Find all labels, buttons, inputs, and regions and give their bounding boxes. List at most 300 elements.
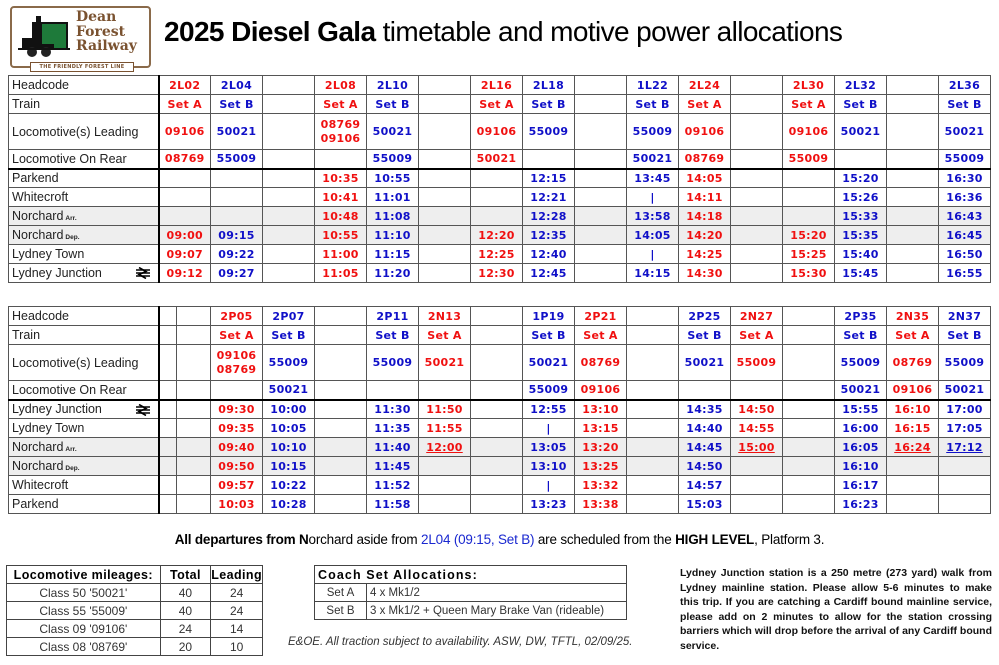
row-label: Norchard Arr. (9, 207, 159, 226)
timetable-cell (887, 188, 939, 207)
timetable-cell (419, 245, 471, 264)
timetable-cell (731, 381, 783, 400)
timetable-cell: 55009 (939, 150, 991, 169)
row-label: Locomotive(s) Leading (9, 114, 159, 150)
timetable-cell (159, 188, 211, 207)
timetable-cell: Set B (679, 326, 731, 345)
timetable-cell: | (627, 245, 679, 264)
disclaimer: E&OE. All traction subject to availability. ASW, DW, TFTL, 02/09/25. (288, 636, 633, 648)
timetable-cell (835, 150, 887, 169)
mileages-header: Locomotive mileages: (7, 566, 161, 584)
timetable-cell (783, 419, 835, 438)
row-label: Locomotive On Rear (9, 381, 159, 400)
lydney-town-row (9, 245, 991, 264)
timetable-cell: 50021 (627, 150, 679, 169)
timetable-cell: 55009 (367, 345, 419, 381)
timetable-cell (315, 345, 367, 381)
timetable-cell (887, 495, 939, 514)
timetable-cell: 15:03 (679, 495, 731, 514)
timetable-cell: 10:28 (263, 495, 315, 514)
timetable-cell (471, 457, 523, 476)
timetable-cell: 16:10 (887, 400, 939, 419)
timetable-cell: 2N35 (887, 307, 939, 326)
timetable-cell: 08769 (159, 150, 211, 169)
timetable-cell (263, 169, 315, 188)
timetable-cell (159, 457, 177, 476)
timetable-cell (679, 381, 731, 400)
row-label: Locomotive On Rear (9, 150, 159, 169)
timetable-cell: 09106 (887, 381, 939, 400)
timetable-cell: 55009 (783, 150, 835, 169)
timetable-cell: | (523, 419, 575, 438)
timetable-cell (419, 207, 471, 226)
timetable-cell: 13:38 (575, 495, 627, 514)
timetable-cell: 09106 (575, 381, 627, 400)
timetable-cell (575, 264, 627, 283)
timetable-cell: 09106 (159, 114, 211, 150)
timetable-cell (887, 114, 939, 150)
timetable-cell (887, 457, 939, 476)
timetable-cell (315, 381, 367, 400)
timetable-cell (211, 207, 263, 226)
timetable-cell: 09:15 (211, 226, 263, 245)
timetable-cell: Set B (211, 95, 263, 114)
timetable-cell: Set A (783, 95, 835, 114)
timetable-cell: 55009 (367, 150, 419, 169)
timetable-cell: 17:00 (939, 400, 991, 419)
timetable-cell: 16:15 (887, 419, 939, 438)
timetable-cell: 16:00 (835, 419, 887, 438)
timetable-cell (419, 150, 471, 169)
timetable-cell: 16:05 (835, 438, 887, 457)
timetable-cell (159, 495, 177, 514)
notice-highlight-train: 2L04 (09:15, Set B) (421, 532, 535, 547)
row-label: Lydney Town (9, 245, 159, 264)
timetable-cell: 50021 (835, 381, 887, 400)
timetable-cell: 55009 (211, 150, 263, 169)
timetable-cell: Set B (523, 95, 575, 114)
row-label: Parkend (9, 169, 159, 188)
timetable-cell: | (627, 188, 679, 207)
timetable-cell: 55009 (835, 345, 887, 381)
timetable-cell: 2L32 (835, 76, 887, 95)
timetable-cell: 14:25 (679, 245, 731, 264)
timetable-cell: 10:48 (315, 207, 367, 226)
timetable-cell (159, 419, 177, 438)
timetable-cell: | (523, 476, 575, 495)
timetable-cell (783, 495, 835, 514)
timetable-cell (177, 419, 211, 438)
timetable-cell (315, 150, 367, 169)
timetable-cell (263, 188, 315, 207)
timetable-cell (783, 400, 835, 419)
timetable-cell: 14:05 (679, 169, 731, 188)
timetable-cell: 2L18 (523, 76, 575, 95)
row-label: Whitecroft (9, 188, 159, 207)
timetable-cell (419, 457, 471, 476)
timetable-cell: 2L30 (783, 76, 835, 95)
timetable-cell (315, 419, 367, 438)
timetable-cell: 55009 (523, 114, 575, 150)
timetable-cell: 15:26 (835, 188, 887, 207)
timetable-cell: 2P35 (835, 307, 887, 326)
row-label: Train (9, 326, 159, 345)
timetable-cell (471, 169, 523, 188)
timetable-cell: 14:20 (679, 226, 731, 245)
timetable-cell (575, 169, 627, 188)
timetable-cell: 10:15 (263, 457, 315, 476)
timetable-cell (419, 188, 471, 207)
timetable-cell: 09106 (783, 114, 835, 150)
timetable-cell: 2N13 (419, 307, 471, 326)
timetable-cell: 11:35 (367, 419, 419, 438)
timetable-cell: 15:25 (783, 245, 835, 264)
timetable-cell: 11:52 (367, 476, 419, 495)
timetable-cell: 09:12 (159, 264, 211, 283)
timetable-cell: 11:45 (367, 457, 419, 476)
timetable-cell (177, 381, 211, 400)
timetable-cell: 14:35 (679, 400, 731, 419)
loco-rear-row (9, 381, 991, 400)
timetable-cell (575, 226, 627, 245)
timetable-cell (315, 476, 367, 495)
timetable-cell (177, 495, 211, 514)
timetable-cell (575, 150, 627, 169)
timetable-cell (731, 207, 783, 226)
timetable-cell: 55009 (731, 345, 783, 381)
timetable-cell (263, 226, 315, 245)
timetable-cell: 11:30 (367, 400, 419, 419)
timetable-cell (887, 169, 939, 188)
timetable-cell (419, 264, 471, 283)
row-label: Norchard Dep. (9, 457, 159, 476)
dfr-logo (10, 6, 151, 68)
timetable-cell: 1P19 (523, 307, 575, 326)
timetable-cell: 2L04 (211, 76, 263, 95)
timetable-cell: 50021 (367, 114, 419, 150)
timetable-cell: 14:45 (679, 438, 731, 457)
timetable-cell: 50021 (939, 114, 991, 150)
timetable-cell (887, 207, 939, 226)
timetable-cell: 09:07 (159, 245, 211, 264)
timetable-cell (731, 476, 783, 495)
row-label: Norchard Dep. (9, 226, 159, 245)
timetable-cell: Set B (263, 326, 315, 345)
timetable-cell: 55009 (627, 114, 679, 150)
timetable-cell (731, 457, 783, 476)
timetable-cell: 09106 08769 (211, 345, 263, 381)
row-label: Parkend (9, 495, 159, 514)
timetable-cell: 09:57 (211, 476, 263, 495)
row-label: Whitecroft (9, 476, 159, 495)
timetable-cell (471, 381, 523, 400)
timetable-cell: 08769 (887, 345, 939, 381)
timetable-cell: 11:15 (367, 245, 419, 264)
timetable-cell: 09:50 (211, 457, 263, 476)
timetable-cell (159, 345, 177, 381)
timetable-cell: 15:45 (835, 264, 887, 283)
timetable-cell (731, 169, 783, 188)
page-title-bold: 2025 Diesel Gala (164, 16, 376, 47)
timetable-cell (731, 188, 783, 207)
timetable-cell: 10:35 (315, 169, 367, 188)
timetable-cell (731, 226, 783, 245)
timetable-cell (471, 188, 523, 207)
timetable-cell (783, 307, 835, 326)
timetable-cell (367, 381, 419, 400)
timetable-cell (783, 169, 835, 188)
timetable-cell (783, 438, 835, 457)
table-row: Set B 3 x Mk1/2 + Queen Mary Brake Van (rideable) (315, 602, 627, 620)
timetable-cell (177, 457, 211, 476)
timetable-cell (939, 495, 991, 514)
loco-leading-row (9, 114, 991, 150)
mileages-leading-header: Leading (211, 567, 262, 582)
timetable-cell (315, 307, 367, 326)
coach-set-allocations-table (314, 565, 627, 620)
timetable-cell (575, 76, 627, 95)
timetable-cell: 16:50 (939, 245, 991, 264)
timetable-cell: 11:08 (367, 207, 419, 226)
timetable-cell: 2N27 (731, 307, 783, 326)
departure-notice: All departures from Norchard aside from 2L04 (09:15, Set B) are scheduled from the HIGH LEVEL, Platform 3. (174, 532, 825, 547)
timetable-cell (731, 264, 783, 283)
timetable-cell (627, 495, 679, 514)
timetable-cell: 13:23 (523, 495, 575, 514)
timetable-cell (471, 207, 523, 226)
timetable-cell (315, 495, 367, 514)
lydney-junction-row (9, 400, 991, 419)
timetable-cell: 15:20 (783, 226, 835, 245)
timetable-cell (315, 326, 367, 345)
timetable-cell: 55009 (523, 381, 575, 400)
lydney-junction-row (9, 264, 991, 283)
timetable-cell: 16:17 (835, 476, 887, 495)
timetable-cell (159, 307, 177, 326)
timetable-cell: 12:40 (523, 245, 575, 264)
timetable-cell: 17:12 (939, 438, 991, 457)
timetable-cell (211, 381, 263, 400)
timetable-cell (627, 307, 679, 326)
timetable-cell: Set B (835, 326, 887, 345)
timetable-cell: 16:23 (835, 495, 887, 514)
timetable-cell: 2P21 (575, 307, 627, 326)
timetable-cell: 10:55 (315, 226, 367, 245)
timetable-cell: 12:30 (471, 264, 523, 283)
timetable-cell: 2L10 (367, 76, 419, 95)
timetable-cell: 2L36 (939, 76, 991, 95)
timetable-cell: 55009 (263, 345, 315, 381)
timetable-cell: Set B (939, 326, 991, 345)
timetable-cell (783, 381, 835, 400)
parkend-row (9, 495, 991, 514)
walk-note: Lydney Junction station is a 250 metre (273 yard) walk from Lydney mainline station. Please allow 5-6 minutes to make this trip. If you are catching a Cardiff bound mainline service, please add on 2 minutes to allow for the station crossing barriers which will drop before the arrival of any Cardiff bound service. (680, 567, 992, 652)
timetable-cell: 2L08 (315, 76, 367, 95)
timetable-cell: 16:43 (939, 207, 991, 226)
timetable-cell (731, 95, 783, 114)
timetable-cell: 12:35 (523, 226, 575, 245)
timetable-cell (159, 381, 177, 400)
timetable-cell: 09:30 (211, 400, 263, 419)
table-row: Class 50 '50021' 40 24 (7, 584, 263, 602)
timetable-cell (263, 114, 315, 150)
timetable-cell: Set A (679, 95, 731, 114)
timetable-to-parkend (8, 306, 991, 514)
timetable-cell: 11:50 (419, 400, 471, 419)
timetable-cell (575, 114, 627, 150)
timetable-cell (419, 226, 471, 245)
whitecroft-row (9, 188, 991, 207)
timetable-cell: 11:40 (367, 438, 419, 457)
timetable-cell: 12:25 (471, 245, 523, 264)
timetable-cell: 17:05 (939, 419, 991, 438)
timetable-cell: Set A (315, 95, 367, 114)
timetable-cell (627, 476, 679, 495)
timetable-cell: 12:20 (471, 226, 523, 245)
timetable-cell: 14:40 (679, 419, 731, 438)
timetable-cell (177, 400, 211, 419)
lydney-town-row (9, 419, 991, 438)
timetable-cell: 08769 09106 (315, 114, 367, 150)
timetable-cell: 15:40 (835, 245, 887, 264)
row-label: Headcode (9, 307, 159, 326)
timetable-cell: 50021 (211, 114, 263, 150)
timetable-cell: 11:01 (367, 188, 419, 207)
timetable-cell: Set A (575, 326, 627, 345)
timetable-cell (177, 476, 211, 495)
timetable-cell (177, 438, 211, 457)
timetable-cell: 50021 (679, 345, 731, 381)
timetable-cell (783, 188, 835, 207)
timetable-cell (731, 150, 783, 169)
timetable-cell (471, 307, 523, 326)
timetable-cell (627, 419, 679, 438)
timetable-cell: 10:41 (315, 188, 367, 207)
timetable-cell (731, 114, 783, 150)
timetable-cell: 09:22 (211, 245, 263, 264)
headcode-row (9, 307, 991, 326)
timetable-cell: 13:15 (575, 419, 627, 438)
timetable-cell: 11:10 (367, 226, 419, 245)
row-label: Headcode (9, 76, 159, 95)
timetable-cell: 14:15 (627, 264, 679, 283)
timetable-cell: 2L24 (679, 76, 731, 95)
timetable-cell (887, 226, 939, 245)
national-rail-icon (134, 404, 152, 416)
page-title (164, 16, 842, 56)
timetable-cell: 12:55 (523, 400, 575, 419)
timetable-cell: 2P25 (679, 307, 731, 326)
timetable-cell: Set A (419, 326, 471, 345)
timetable-cell (887, 150, 939, 169)
timetable-cell: 14:50 (731, 400, 783, 419)
timetable-cell: 10:22 (263, 476, 315, 495)
timetable-cell: 15:33 (835, 207, 887, 226)
norchard-arr-row (9, 207, 991, 226)
timetable-cell: 10:10 (263, 438, 315, 457)
loco-leading-row (9, 345, 991, 381)
timetable-cell: 13:10 (575, 400, 627, 419)
timetable-cell: 15:55 (835, 400, 887, 419)
national-rail-icon (134, 267, 152, 279)
timetable-cell: 2P05 (211, 307, 263, 326)
table-row: Class 08 '08769' 20 10 (7, 638, 263, 656)
timetable-cell: 50021 (835, 114, 887, 150)
timetable-cell (575, 188, 627, 207)
timetable-cell (159, 169, 211, 188)
timetable-cell: 2L02 (159, 76, 211, 95)
timetable-cell (419, 476, 471, 495)
parkend-row (9, 169, 991, 188)
logo-tagline: THE FRIENDLY FOREST LINE (30, 62, 134, 72)
timetable-cell: 15:35 (835, 226, 887, 245)
loco-rear-row (9, 150, 991, 169)
page-title-rest: timetable and motive power allocations (375, 16, 843, 47)
timetable-cell: Set B (627, 95, 679, 114)
timetable-cell (263, 95, 315, 114)
timetable-cell: 10:00 (263, 400, 315, 419)
timetable-cell (263, 150, 315, 169)
timetable-cell (315, 400, 367, 419)
timetable-cell (887, 476, 939, 495)
timetable-cell: 13:25 (575, 457, 627, 476)
timetable-cell (627, 438, 679, 457)
timetable-cell: 12:45 (523, 264, 575, 283)
timetable-cell (159, 476, 177, 495)
timetable-cell: 10:03 (211, 495, 263, 514)
timetable-cell: 16:45 (939, 226, 991, 245)
timetable-cell (887, 245, 939, 264)
timetable-cell: 15:30 (783, 264, 835, 283)
table-row: Set A 4 x Mk1/2 (315, 584, 627, 602)
row-label: Train (9, 95, 159, 114)
timetable-cell (263, 76, 315, 95)
timetable-cell (471, 476, 523, 495)
timetable-cell (419, 381, 471, 400)
timetable-cell (263, 245, 315, 264)
row-label: Locomotive(s) Leading (9, 345, 159, 381)
timetable-cell: 12:00 (419, 438, 471, 457)
timetable-cell (177, 326, 211, 345)
timetable-cell (177, 345, 211, 381)
timetable-cell (575, 95, 627, 114)
timetable-cell: 13:45 (627, 169, 679, 188)
timetable-cell: 11:55 (419, 419, 471, 438)
timetable-cell (471, 438, 523, 457)
timetable-cell: 09:27 (211, 264, 263, 283)
timetable-cell: 10:05 (263, 419, 315, 438)
timetable-cell: 13:10 (523, 457, 575, 476)
timetable-cell: 14:05 (627, 226, 679, 245)
timetable-cell: 14:30 (679, 264, 731, 283)
timetable-cell: 14:55 (731, 419, 783, 438)
row-label: Lydney Junction (9, 264, 159, 283)
timetable-cell: 09106 (679, 114, 731, 150)
timetable-cell: 09:00 (159, 226, 211, 245)
timetable-cell (471, 419, 523, 438)
timetable-cell (575, 207, 627, 226)
timetable-cell: 09:35 (211, 419, 263, 438)
timetable-cell: 50021 (523, 345, 575, 381)
timetable-cell: 12:21 (523, 188, 575, 207)
table-row: Class 09 '09106' 24 14 (7, 620, 263, 638)
timetable-cell: 2L16 (471, 76, 523, 95)
timetable-cell: 13:05 (523, 438, 575, 457)
locomotive-mileages-table (6, 565, 263, 656)
timetable-cell (627, 400, 679, 419)
timetable-cell (159, 400, 177, 419)
train-row (9, 326, 991, 345)
